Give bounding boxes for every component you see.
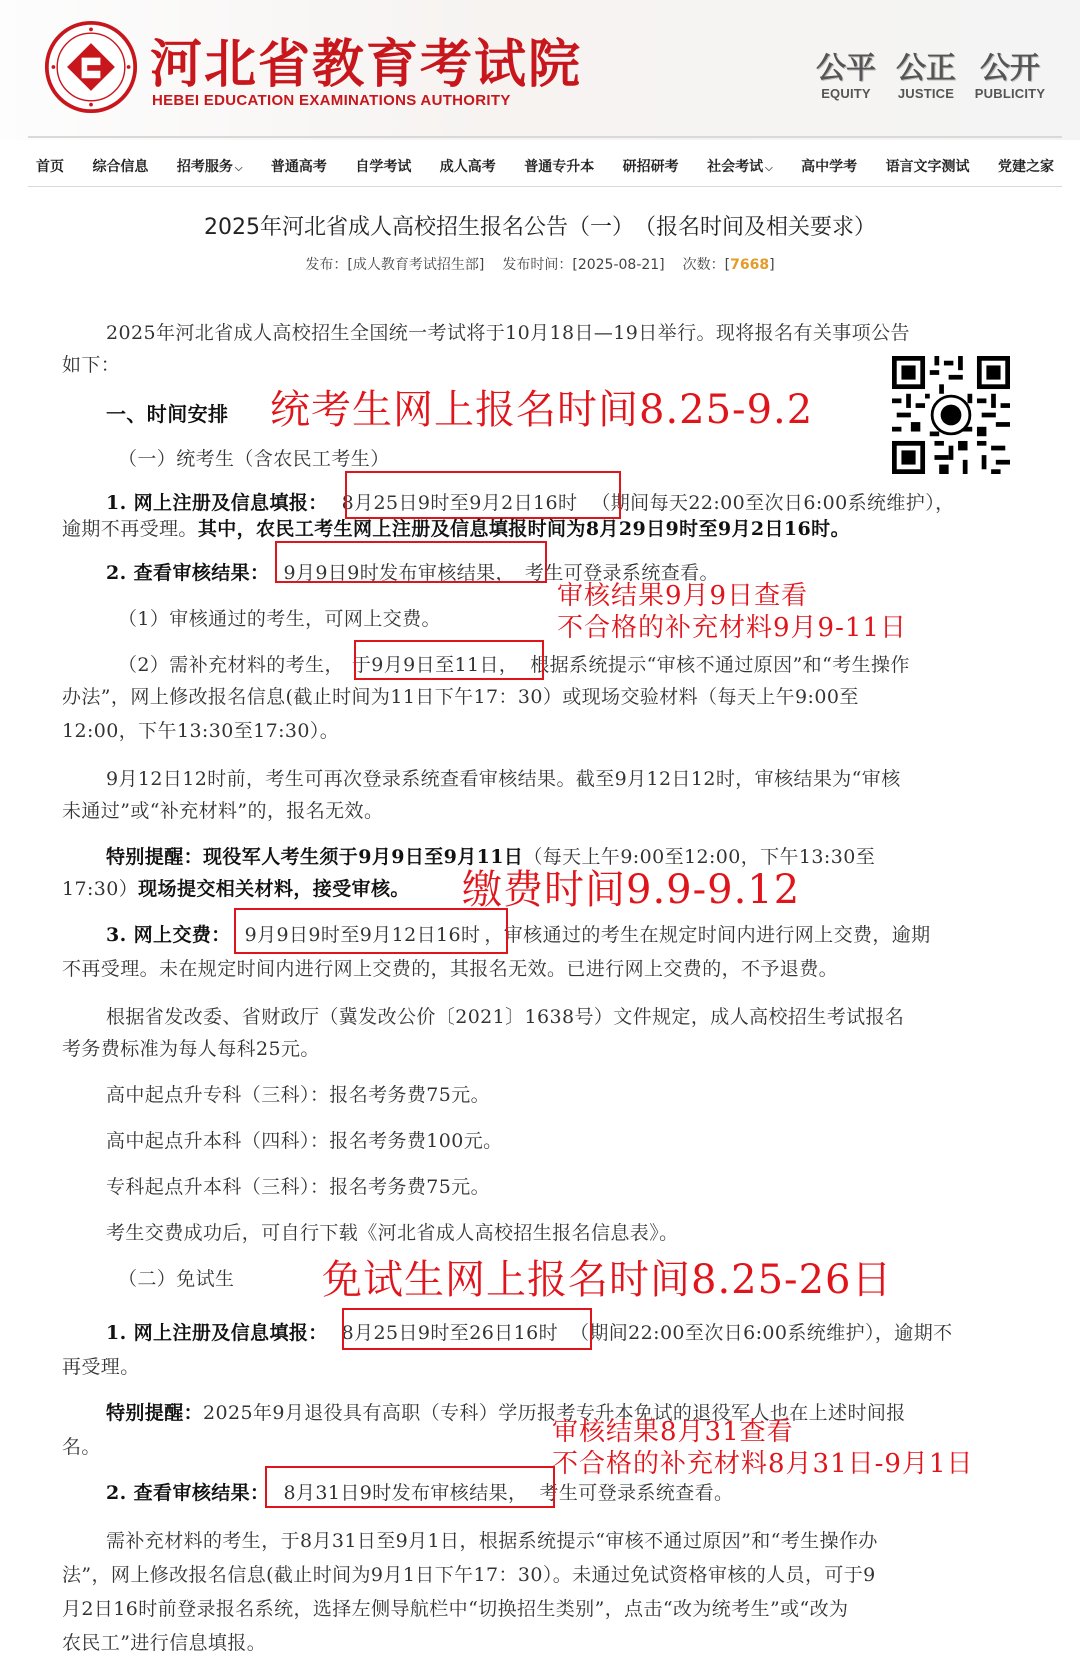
exempt-reminder-text: 2025年9月退役具有高职（专科）学历报考专升本免试的退役军人也在上述时间报: [203, 1402, 906, 1424]
exempt-results-time: 8月31日9时发布审核结果，: [283, 1482, 528, 1504]
annotation-exempt-results-1: 审核结果8月31查看: [552, 1417, 794, 1447]
item-supplement-time: 于9月9日至11日，: [351, 654, 519, 676]
military-reminder-bold: 特别提醒：现役军人考生须于9月9日至9月11日: [106, 846, 524, 868]
exempt-reminder-line2: 名。: [62, 1436, 101, 1458]
item-registration-line2: [62, 514, 850, 541]
nav-item-exam-services[interactable]: [177, 156, 243, 176]
nav-item-social-exam[interactable]: [707, 156, 773, 176]
item-supplement-line3: 12:00，下午13:30至17:30）。: [62, 720, 340, 742]
download-note: 考生交费成功后，可自行下载《河北省成人高校招生报名信息表》。: [106, 1222, 679, 1244]
fee-rule-line-2: 考务费标准为每人每科25元。: [62, 1038, 320, 1060]
fee-item-1: 高中起点升专科（三科）：报名考务费75元。: [106, 1084, 491, 1106]
section-heading-schedule: 一、时间安排: [106, 402, 229, 426]
exempt-supplement-line-1: 需补充材料的考生，于8月31日至9月1日，根据系统提示“审核不通过原因”和“考生操作办: [106, 1530, 878, 1552]
item-results-note: 考生可登录系统查看。: [524, 562, 719, 584]
highlight-box-payment: [234, 908, 508, 954]
exempt-results-label: 2. 查看审核结果：: [106, 1482, 270, 1504]
item-supplement-label: （2）需补充材料的考生，: [118, 654, 344, 676]
nav-item-exam-services-label: 招考服务: [176, 159, 233, 175]
highlight-box-results: [275, 541, 547, 583]
header-divider: [28, 136, 1062, 138]
item-registration-label: 1. 网上注册及信息填报：: [106, 492, 328, 514]
annotation-payment-time: 缴费时间9.9-9.12: [462, 867, 801, 913]
item-registration-note: （期间每天22:00至次日6:00系统维护），: [591, 492, 955, 514]
site-header: [0, 0, 1080, 140]
highlight-box-exempt-results: [265, 1466, 555, 1508]
recheck-line-1: 9月12日12时前，考生可再次登录系统查看审核结果。截至9月12日12时，审核结果为“审核: [106, 768, 901, 790]
meta-date: 发布时间：[2025-08-21]: [502, 257, 665, 273]
meta-views: 7668: [730, 257, 770, 273]
recheck-line-2: 未通过”或“补充材料”的，报名无效。: [62, 800, 384, 822]
military-reminder-action: 现场提交相关材料，接受审核。: [138, 878, 410, 900]
main-nav: [28, 146, 1062, 186]
meta-publisher: 发布：[成人教育考试招生部]: [305, 257, 485, 273]
exempt-registration-time: 8月25日9时至26日16时: [341, 1322, 558, 1344]
military-reminder-hours-end: 17:30）: [62, 878, 139, 900]
exempt-supplement-line-3: 月2日16时前登录报名系统，选择左侧导航栏中“切换招生类别”，点击“改为统考生”或“改为: [62, 1598, 849, 1620]
annotation-results-2: 不合格的补充材料9月9-11日: [557, 613, 907, 643]
nav-divider: [28, 186, 1062, 187]
exempt-reminder-bold: 特别提醒：: [106, 1402, 204, 1424]
item-registration-migrant: 其中，农民工考生网上注册及信息填报时间为8月29日9时至9月2日16时。: [197, 518, 850, 540]
motto-publicity-cn: 公开: [980, 51, 1040, 86]
item-payment-note: ，审核通过的考生在规定时间内进行网上交费，逾期: [484, 924, 931, 946]
motto-equity-en: EQUITY: [821, 86, 871, 101]
highlight-box-exempt-registration: [342, 1308, 592, 1350]
item-payment-time: 9月9日9时至9月12日16时: [244, 924, 481, 946]
nav-item-language-test[interactable]: 语言文字测试: [885, 159, 970, 175]
annotation-exempt-results-2: 不合格的补充材料8月31日-9月1日: [552, 1449, 974, 1479]
qr-code[interactable]: [892, 356, 1010, 474]
highlight-box-supplement: [354, 640, 544, 680]
item-results-time: 9月9日9时发布审核结果，: [283, 562, 515, 584]
chevron-down-icon: ⌵: [765, 163, 773, 174]
meta-views-end: ]: [769, 257, 775, 273]
military-reminder-line2: [62, 874, 410, 901]
item-results-label: 2. 查看审核结果：: [106, 562, 270, 584]
authority-seal-logo[interactable]: [44, 20, 138, 114]
subsection-unified: （一）统考生（含农民工考生）: [118, 448, 390, 470]
item-results-pass: （1）审核通过的考生，可网上交费。: [118, 608, 441, 630]
item-supplement-line2: 办法”，网上修改报名信息(截止时间为11日下午17：30）或现场交验材料（每天上午9:00至: [62, 686, 859, 708]
exempt-supplement-line-2: 法”，网上修改报名信息(截止时间为9月1日下午17：30）。未通过免试资格审核的人员，可于9: [62, 1564, 876, 1586]
military-reminder-hours: （每天上午9:00至12:00，下午13:30至: [523, 846, 876, 868]
exempt-registration-line2: 再受理。: [62, 1356, 140, 1378]
item-payment: [106, 920, 931, 947]
annotation-exempt-registration: 免试生网上报名时间8.25-26日: [322, 1257, 893, 1303]
motto-equity: [806, 52, 886, 101]
nav-item-party[interactable]: 党建之家: [998, 159, 1054, 175]
nav-item-graduate[interactable]: 研招研考: [622, 159, 679, 175]
item-registration-time: 8月25日9时至9月2日16时: [341, 492, 578, 514]
article-meta: [0, 254, 1080, 274]
nav-item-zhuanshengben[interactable]: 普通专升本: [524, 159, 595, 175]
fee-item-3: 专科起点升本科（三科）：报名考务费75元。: [106, 1176, 491, 1198]
article-title: 2025年河北省成人高校招生报名公告（一） （报名时间及相关要求）: [204, 215, 876, 240]
item-payment-label: 3. 网上交费：: [106, 924, 231, 946]
highlight-box-registration: [345, 471, 621, 519]
chevron-down-icon: ⌵: [234, 163, 243, 174]
meta-views-label: 次数：[: [682, 257, 731, 273]
nav-item-home[interactable]: 首页: [36, 159, 64, 175]
nav-item-self-study[interactable]: 自学考试: [355, 159, 412, 175]
item-supplement-note: 根据系统提示“审核不通过原因”和“考生操作: [530, 654, 910, 676]
site-title[interactable]: 河北省教育考试院: [150, 35, 583, 95]
fee-rule-line-1: 根据省发改委、省财政厅（冀发改公价〔2021〕1638号）文件规定，成人高校招生考试报名: [106, 1006, 905, 1028]
nav-item-highschool[interactable]: 高中学考: [801, 159, 858, 175]
exempt-supplement-line-4: 农民工”进行信息填报。: [62, 1632, 267, 1654]
motto-justice-en: JUSTICE: [897, 86, 955, 101]
intro-line-1: 2025年河北省成人高校招生全国统一考试将于10月18日—19日举行。现将报名有关事项公告: [106, 322, 910, 344]
motto-justice: [886, 52, 966, 101]
intro-line-2: 如下：: [62, 354, 121, 376]
nav-item-social-exam-label: 社会考试: [707, 159, 764, 175]
nav-item-adult-exam[interactable]: 成人高考: [439, 159, 496, 175]
fee-item-2: 高中起点升本科（四科）：报名考务费100元。: [106, 1130, 503, 1152]
item-registration-late: 逾期不再受理。: [62, 518, 198, 540]
nav-item-gaokao[interactable]: 普通高考: [270, 159, 327, 175]
motto-publicity-en: PUBLICITY: [974, 86, 1046, 101]
motto-justice-cn: 公正: [896, 51, 956, 86]
exempt-results-note: 考生可登录系统查看。: [539, 1482, 734, 1504]
motto-equity-cn: 公平: [816, 51, 876, 86]
exempt-registration-note: （期间22:00至次日6:00系统维护），逾期不: [569, 1322, 953, 1344]
annotation-results-1: 审核结果9月9日查看: [557, 581, 809, 611]
annotation-unified-registration: 统考生网上报名时间8.25-9.2: [270, 387, 814, 433]
subsection-exempt: （二）免试生: [118, 1268, 235, 1290]
exempt-registration-label: 1. 网上注册及信息填报：: [106, 1322, 328, 1344]
motto-publicity: [970, 52, 1050, 101]
item-payment-line2: 不再受理。未在规定时间内进行网上交费的，其报名无效。已进行网上交费的，不予退费。: [62, 958, 839, 980]
site-subtitle: HEBEI EDUCATION EXAMINATIONS AUTHORITY: [152, 92, 511, 109]
nav-item-general-info[interactable]: 综合信息: [92, 159, 149, 175]
